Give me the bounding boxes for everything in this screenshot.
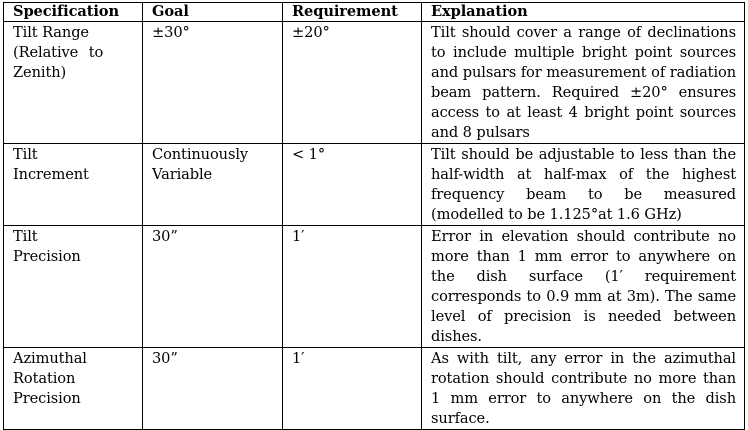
header-row xyxy=(4,3,745,22)
spec-line: Rotation xyxy=(13,370,76,387)
header-specification: Specification xyxy=(4,3,143,22)
header-goal: Goal xyxy=(143,3,283,22)
table-row xyxy=(4,226,745,348)
goal-cell xyxy=(143,348,283,430)
table-row xyxy=(4,144,745,226)
requirement-cell xyxy=(283,22,422,144)
explanation-cell: Tilt should be adjustable to less than the half-width at half-max of the highest frequency beam to be measured (modelled to be 1.125°at 1.6 GHz) xyxy=(422,144,745,226)
goal-cell xyxy=(143,22,283,144)
goal-value: ±30° xyxy=(152,24,190,41)
requirement-value: 1′ xyxy=(292,228,305,245)
requirement-value: < 1° xyxy=(292,146,326,163)
spec-cell xyxy=(4,226,143,348)
spec-line: Zenith) xyxy=(13,64,67,81)
goal-value: 30” xyxy=(152,350,178,367)
spec-line: Tilt xyxy=(13,228,38,245)
explanation-cell: Tilt should cover a range of declinations to include multiple bright point sources and pulsars for measurement of radiation beam pattern. Required ±20° ensures access to at least 4 bright point sources and 8 pulsars xyxy=(422,22,745,144)
table-row xyxy=(4,348,745,430)
goal-value: Variable xyxy=(152,166,213,183)
goal-value: 30” xyxy=(152,228,178,245)
spec-cell xyxy=(4,22,143,144)
spec-cell xyxy=(4,144,143,226)
goal-cell xyxy=(143,226,283,348)
spec-line: Precision xyxy=(13,248,81,265)
explanation-cell: As with tilt, any error in the azimuthal rotation should contribute no more than 1 mm error to anywhere on the dish surface. xyxy=(422,348,745,430)
header-explanation: Explanation xyxy=(422,3,745,22)
spec-line: Precision xyxy=(13,390,81,407)
requirement-value: ±20° xyxy=(292,24,330,41)
specification-table xyxy=(3,2,745,430)
header-requirement: Requirement xyxy=(283,3,422,22)
requirement-cell xyxy=(283,226,422,348)
goal-cell xyxy=(143,144,283,226)
spec-line: Tilt Range xyxy=(13,24,89,41)
explanation-cell: Error in elevation should contribute no more than 1 mm error to anywhere on the dish surface (1′ requirement corresponds to 0.9 mm at 3m). The same level of precision is needed between dishes. xyxy=(422,226,745,348)
requirement-cell xyxy=(283,144,422,226)
requirement-value: 1′ xyxy=(292,350,305,367)
spec-line: Tilt xyxy=(13,146,38,163)
spec-line: (Relative to xyxy=(13,44,104,61)
spec-line: Azimuthal xyxy=(13,350,87,367)
goal-value: Continuously xyxy=(152,146,249,163)
table-row xyxy=(4,22,745,144)
spec-line: Increment xyxy=(13,166,89,183)
spec-cell xyxy=(4,348,143,430)
requirement-cell xyxy=(283,348,422,430)
